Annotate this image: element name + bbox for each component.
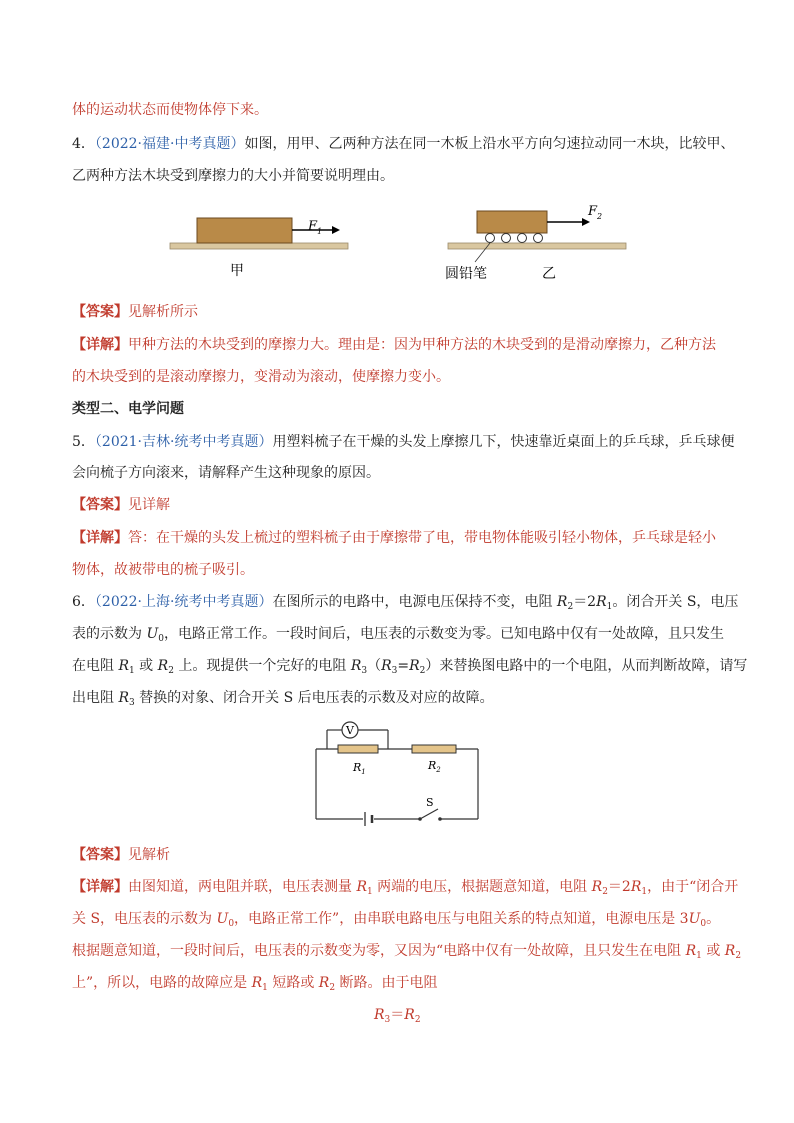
var-r: R	[556, 594, 568, 610]
detail-tag: 【详解】	[72, 530, 128, 546]
var-r: R	[685, 943, 697, 959]
q4-text1: 如图，用甲、乙两种方法在同一木板上沿水平方向匀速拉动同一木块，比较甲、	[244, 136, 735, 152]
answer-tag: 【答案】	[72, 497, 128, 513]
q6-detail-text: 或	[701, 943, 725, 959]
var-u: U	[216, 911, 229, 927]
q5-text1: 用塑料梳子在干燥的头发上摩擦几下，快速靠近桌面上的乒乓球，乒乓球便	[272, 434, 735, 450]
q6-detail-text: ，电路正常工作”，由串联电路电压与电阻关系的特点知道，电源电压是 3	[234, 911, 689, 927]
sub: 0	[158, 634, 164, 644]
q6-stem-line1	[72, 592, 738, 617]
q6-detail-text: 关 S，电压表的示数为	[72, 911, 217, 927]
sub: 3	[391, 666, 398, 676]
sub: 1	[262, 983, 268, 993]
sub: 0	[228, 919, 235, 929]
sub: 2	[602, 887, 608, 897]
var-r: R	[591, 879, 603, 895]
right-method-label: 乙	[542, 266, 556, 282]
var-r: R	[251, 975, 263, 991]
q5-source: （2021·吉林·统考中考真题）	[94, 434, 273, 450]
left-method-label: 甲	[230, 263, 244, 279]
var-r: R	[409, 658, 420, 674]
var-r: R	[318, 975, 330, 991]
q4-detail-line1	[72, 335, 716, 355]
resistor-r2	[412, 745, 456, 753]
right-board	[448, 243, 626, 249]
section-title: 类型二、电学问题	[72, 401, 184, 417]
f2-arrow-head	[582, 218, 590, 226]
var-u: U	[688, 911, 701, 927]
q6-text: 或	[134, 658, 158, 674]
var-r: R	[404, 1007, 415, 1023]
sub: 0	[700, 919, 707, 929]
detail-tag: 【详解】	[72, 337, 128, 353]
q4-friction-figure	[160, 200, 640, 290]
q6-stem-line4	[72, 688, 494, 713]
sub: 2	[735, 951, 742, 961]
sub: 1	[129, 666, 135, 676]
q6-equation	[374, 1005, 421, 1030]
sub: 3	[129, 698, 135, 708]
q4-number: 4．	[72, 136, 95, 152]
q6-detail-line4	[72, 973, 438, 998]
switch-contact	[438, 817, 442, 821]
sub: 2	[567, 602, 574, 612]
q6-circuit-diagram	[300, 716, 500, 834]
sub: 3	[384, 1015, 391, 1025]
sub: 1	[367, 887, 373, 897]
var-r: R	[118, 658, 129, 674]
var-r: R	[157, 658, 169, 674]
var-r: R	[381, 658, 392, 674]
q6-number: 6．	[72, 594, 95, 610]
sub: 2	[419, 666, 426, 676]
pencil-rollers	[486, 234, 543, 243]
q6-text: 在电阻	[72, 658, 119, 674]
q5-stem-line1	[72, 432, 734, 452]
equals-sign: ＝	[390, 1007, 405, 1023]
q6-detail-line3	[72, 941, 741, 966]
circuit-wires	[316, 730, 478, 819]
var-r: R	[596, 594, 607, 610]
q6-detail-text: 。	[706, 911, 721, 927]
q5-detail-line1	[72, 528, 716, 548]
pencil-label: 圆铅笔	[445, 266, 487, 282]
q6-text: ＝2	[573, 594, 597, 610]
switch-lever	[420, 809, 438, 819]
q6-answer	[72, 845, 170, 865]
q5-answer	[72, 495, 170, 515]
q5-answer-text: 见详解	[128, 497, 170, 513]
var-r: R	[374, 1007, 385, 1023]
var-r: R	[350, 658, 362, 674]
q6-text: ，电路正常工作。一段时间后，电压表的示数变为零。已知电路中仅有一处故障，且只发生	[164, 626, 724, 642]
q6-detail-line2	[72, 909, 720, 934]
q4-detail-line2: 的木块受到的是滚动摩擦力，变滑动为滚动，使摩擦力变小。	[72, 369, 450, 385]
q6-detail-text: 上”，所以，电路的故障应是	[72, 975, 252, 991]
sub: 1	[606, 602, 613, 612]
q6-stem-line2	[72, 624, 724, 649]
voltmeter-label: V	[346, 724, 354, 737]
q6-text: 上。现提供一个完好的电阻	[173, 658, 351, 674]
q6-detail-text: 短路或	[267, 975, 319, 991]
sub: 1	[641, 887, 648, 897]
q4-answer	[72, 302, 198, 322]
q6-detail-text: 断路。由于电阻	[335, 975, 438, 991]
q6-detail-text: ＝2	[607, 879, 631, 895]
q6-text: ）来替换图电路中的一个电阻，从而判断故障，请写	[425, 658, 748, 674]
var-r: R	[724, 943, 736, 959]
q6-text: 替换的对象、闭合开关 S 后电压表的示数及对应的故障。	[134, 690, 494, 706]
q6-stem-line3	[72, 656, 747, 681]
answer-tag: 【答案】	[72, 304, 128, 320]
sub: 1	[696, 951, 702, 961]
r2-label: $R_2$	[428, 759, 441, 774]
q6-source: （2022·上海·统考中考真题）	[94, 594, 273, 610]
q6-detail-text: ，由于“闭合开	[647, 879, 739, 895]
r1-label: $R_1$	[353, 761, 366, 776]
q6-text: =	[397, 658, 410, 674]
q6-text: 出电阻	[72, 690, 119, 706]
resistor-r1	[338, 745, 378, 753]
q4-stem-line2: 乙两种方法木块受到摩擦力的大小并简要说明理由。	[72, 168, 394, 184]
q5-detail-text1: 答：在干燥的头发上梳过的塑料梳子由于摩擦带了电，带电物体能吸引轻小物体，乒乓球是轻小	[128, 530, 716, 546]
sub: 3	[361, 666, 368, 676]
q6-text: 表的示数为	[72, 626, 147, 642]
q6-detail-text: 由图知道，两电阻并联，电压表测量	[128, 879, 357, 895]
left-block	[197, 218, 292, 243]
q6-text: 在图所示的电路中，电源电压保持不变，电阻	[272, 594, 557, 610]
q6-answer-text: 见解析	[128, 847, 170, 863]
q6-detail-text: 两端的电压，根据题意知道，电阻	[372, 879, 592, 895]
var-r: R	[356, 879, 367, 895]
q6-text: 。闭合开关 S，电压	[612, 594, 739, 610]
f2-label: $F_2$	[588, 204, 603, 221]
q4-stem-line1	[72, 134, 734, 154]
q5-stem-line2: 会向梳子方向滚来，请解释产生这种现象的原因。	[72, 465, 380, 481]
q5-detail-line2: 物体，故被带电的梳子吸引。	[72, 562, 254, 578]
answer-tag: 【答案】	[72, 847, 128, 863]
sub: 2	[168, 666, 174, 676]
q6-detail-line1	[72, 877, 738, 902]
prev-answer-line: 体的运动状态而使物体停下来。	[72, 102, 268, 118]
right-block	[477, 211, 547, 233]
q6-detail-text: 根据题意知道，一段时间后，电压表的示数变为零，又因为“电路中仅有一处故障，且只发生在电阻	[72, 943, 686, 959]
detail-tag: 【详解】	[72, 879, 128, 895]
f1-label: $F_1$	[308, 219, 323, 236]
q4-answer-text: 见解析所示	[128, 304, 198, 320]
sub: 2	[329, 983, 336, 993]
switch-label: S	[426, 796, 434, 809]
var-u: U	[146, 626, 159, 642]
sub: 2	[414, 1015, 421, 1025]
q5-number: 5．	[72, 434, 95, 450]
f1-arrow-head	[332, 226, 340, 234]
var-r: R	[118, 690, 129, 706]
q4-source: （2022·福建·中考真题）	[94, 136, 245, 152]
q4-detail-text1: 甲种方法的木块受到的摩擦力大。理由是：因为甲种方法的木块受到的是滑动摩擦力，乙种方法	[128, 337, 716, 353]
left-board	[170, 243, 348, 249]
q6-text: （	[367, 658, 382, 674]
var-r: R	[630, 879, 642, 895]
